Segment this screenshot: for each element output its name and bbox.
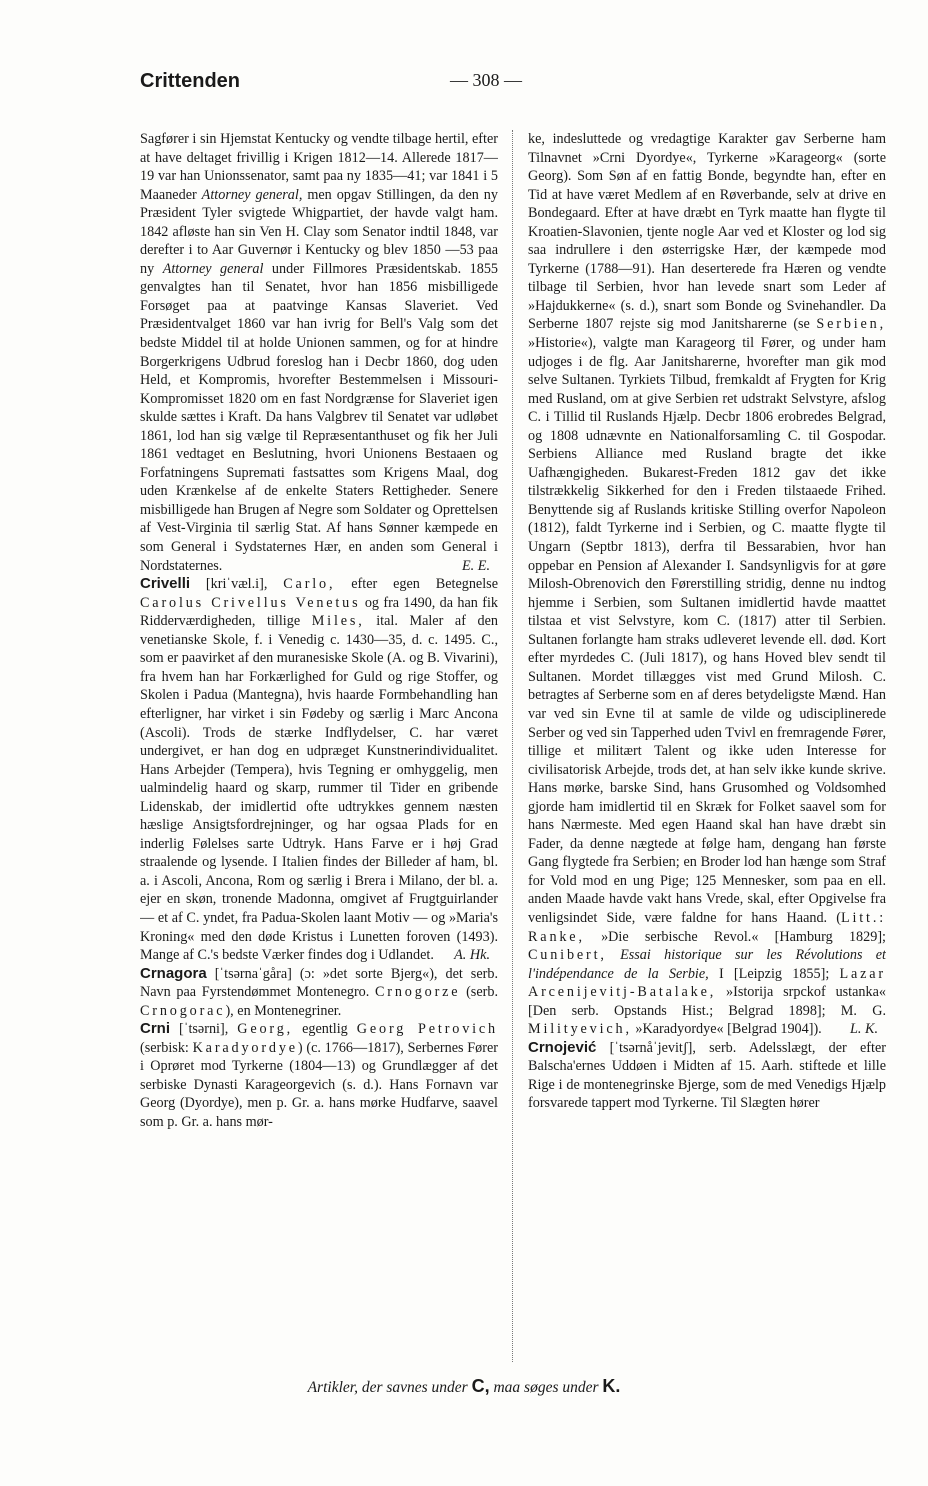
spaced-name: Karadyordye [192, 1039, 298, 1056]
headword: Crivelli [140, 575, 191, 593]
headword: Crnagora [140, 964, 207, 982]
entry-text: under Fillmores Præsidentskab. 1855 genvalgtes han til Senatet, hvor han 1856 misbilligede Forsøget paa at paatvinge Kansas Slaveriet. Ved Præsidentvalget 1860 var han ivrig for Bell's Valg som det bedste Middel til at holde Unionen sammen, og for at hindre Borgerkrigens Udbrud foreslog han i Decbr 1860, dog uden Held, et Kompromis, hvorefter Bestemmelsen i Missouri-Kompromisset 1820 om en fast Nordgrænse for Slaveriet igen skulde sættes i Kraft. Da hans Valgbrev til Senatet var udløbet 1861, lod han sig vælge til Repræsentanthuset og fik her Juli 1861 vedtaget en Beslutning, hvori Unionens Bestaaen og Forfatningens Supremati fastsattes som Krigens Maal, dog uden Krænkelse af de enkelte Staters Rettigheder. Senere misbilligede han Brugen af Negre som Soldater og Oprettelsen af Vest-Virginia til særlig Stat. Af hans Sønner kæmpede en som General i Sydstaternes Hær, en anden som General i Nordstaternes. [140, 260, 498, 574]
left-column [140, 130, 498, 1362]
entry-text: efter egen Betegnelse [335, 576, 498, 593]
spaced-name: Crnogorac [140, 1002, 226, 1019]
entry-crivelli [140, 575, 498, 964]
spaced-name: Milityevich, [528, 1021, 632, 1038]
footer-letter: K. [602, 1376, 621, 1396]
entry-text: [kriˈvæl.i], [190, 576, 284, 593]
entry-italic: Attorney general, [201, 186, 303, 203]
running-head: Crittenden [140, 70, 240, 92]
spaced-name: Georg Petrovich [356, 1021, 498, 1038]
entry-text: »Istorija srpckof ustanka« [Den serb. Opstands Hist.; Belgrad 1898]; M. G. [528, 984, 886, 1019]
entry-text: men opgav Stillingen, da den ny Præsident Tyler svigtede Whigpartiet, der havde valgt ham. 1842 afløste han sin Ven H. Clay som Senator indtil 1848, var derefter i to Aar Guvernør i Kentucky og blev 1850 —53 paa ny [140, 186, 498, 277]
spaced-name: Cunibert, [528, 947, 607, 964]
footer-text: maa søges under [489, 1379, 603, 1396]
entry-text: egentlig [293, 1021, 357, 1038]
page-footer-note [0, 1376, 928, 1397]
headword: Crnojević [528, 1038, 597, 1056]
footer-letter: C, [471, 1376, 490, 1396]
entry-crnagora [140, 965, 498, 1021]
entry-italic: Attorney general [162, 260, 264, 277]
spaced-name: Serbien, [816, 316, 886, 333]
text-columns [140, 130, 890, 1362]
right-column [528, 130, 886, 1362]
spaced-name: Crnogorze [374, 984, 461, 1001]
page-header [140, 70, 790, 100]
entry-text: ) (c. 1766—1817), Serbernes Fører i Oprøret mod Tyrkerne (1804—13) og Grundlægger af det serbiske Dynasti Karageorgevich (s. d.). Hans Fornavn var Georg (Dyordye), men p. Gr. a. hans mørke Hudfarve, saavel som p. Gr. a. hans mør- [140, 1039, 498, 1130]
entry-text: ke, indesluttede og vredagtige Karakter gav Serberne ham Tilnavnet »Crni Dyordye«, Tyrkerne »Karageorg« (sorte Georg). Som Søn af en fattig Bonde, begyndte han, efter en Tid at have været Medlem af en Røverbande, selv at drive en Bondegaard. Efter at have dræbt en Tyrk maatte han flygte til Kroatien-Slavonien, tjente nogle Aar ved et Kloster og lod sig saa indrullere i den østerrigske Hær, der kæmpede mod Tyrkerne (1788—91). Han deserterede fra Hæren og vendte tilbage til Serbien, hvor han levede snart som Leder af »Hajdukkerne« (s. d.), snart som Bonde og Svinehandler. Da Serberne 1807 rejste sig mod Janitsharerne (se [528, 131, 886, 333]
spaced-name: Carlo, [283, 576, 336, 593]
entry-text: ital. Maler af den venetianske Skole, f. i Venedig c. 1430—35, d. c. 1495. C., som er paavirket af den muranesiske Skole (A. og B. Vivarini), fra hvem han har Forkærlighed for Guld og rige Stoffer, og Skolen i Padua (Mantegna), hvis haarde Formbehandling han efterligner, har virket i sin Fødeby og særlig i Marc Ancona (Ascoli). Trods de stærke Indflydelser, C. har været undergivet, er han dog en udpræget Kunstnerindividualitet. Hans Arbejder (Tempera), hvis Tegning er omhyggelig, men ualmindelig haard og skarp, rummer til Tider en gribende Lidenskab, der imidlertid ofte udtrykkes gennem næsten hæslige Ansigtsfordrejninger, og har ogsaa Plads for en inderlig Følelses sarte Udtryk. Hans Farve er i høj Grad straalende og lysende. I Italien findes der Billeder af ham, bl. a. i Ascoli, Ancona, Rom og særlig i Brera i Milano, der bl. a. ejer en skøn, tronende Madonna, omgivet af Frugtguirlander — et af C. yndet, fra Padua-Skolen laant Motiv — og »Maria's Kroning« med den døde Kristus i Lunetten foroven (1493). Mange af C.'s bedste Værker findes dog i Udlandet. [140, 613, 498, 964]
entry-text: (serbisk: [140, 1039, 193, 1056]
spaced-name: Lazar Arcenijevitj-Batalake, [528, 965, 886, 1001]
entry-text: og fra 1490, da han fik Ridderværdigheden, tillige [140, 594, 498, 630]
entry-crnojevic [528, 1039, 886, 1113]
entry-crittenden-continued [140, 130, 498, 575]
entry-text: [ˈtsərnaˈgåra] (ɔ: »det sorte Bjerg«), det serb. Navn paa Fyrstendømmet Montenegro. [140, 965, 498, 1001]
entry-text: (serb. [460, 984, 498, 1001]
author-signature: A. Hk. [454, 947, 490, 964]
entry-text: »Historie«), valgte man Karageorg til Fører, og under ham udjoges i de flg. Aar Janitsharerne, hvorefter man gik mod selve Sultanen. Tyrkiets Tilbud, fremkaldt af Frygten for Krig med Rusland, om at give Serbien ret udstrakt Selvstyre, afslog C. i Tillid til Ruslands Hjælp. Decbr 1806 erobredes Belgrad, og 1808 udnævnte en Nationalforsamling C. til Gospodar. Serbiens Alliance med Rusland bragte det ikke Uafhængigheden. Bukarest-Freden 1812 gav det ikke tilstrækkelig Sikkerhed for den i Freden tilstaaede Frihed. Benyttende sig af Ruslands kritiske Stilling overfor Napoleon (1812), faldt Tyrkerne ind i Serbien, og C. maatte flygte til Ungarn (Septbr 1813), derfra til Bessarabien, hvor han oppebar en Pension af Alexander I. Sandsynligvis for at gøre Milosh-Obrenovich den Førerstilling stridig, denne nu indtog hjemme i Serbien, som Sultanen imidlertid havde maattet tilstaa et vist Selvstyre, kom C. (1817) atter til Serbien. Sultanen forlangte ham straks udleveret levende ell. død. Kort efter myrdedes C. (Juli 1817), og hans Hoved blev sendt til Sultanen. Mordet tillægges vist med Grund Milosh. C. betragtes af Serberne som en af deres betydeligste Mænd. Han var ved sin Evne til at samle de vilde og udisciplinerede Serber og ved sin Tapperhed uden Tvivl en fremragende Fører, tillige et militært Talent og ikke uden Interesse for civilisatorisk Arbejde, trods det, at han selv ikke kunde skrive. Hans mørke, barske Sind, hans Grusomhed og Voldsomhed gjorde ham imidlertid til en Skræk for Folket saavel som for hans Nærmeste. Med egen Haand skal han have dræbt sin Fader, da denne nægtede at følge ham, dengang han første Gang flygtede fra Serbien; en Broder lod han hænge som Straf for Vold mod en ung Pige; 125 Mennesker, som paa en ell. anden Maade havde vakt hans Vrede, skal, efter Opgivelse fra venligsindet Side, være faldne for hans Haand. ( [528, 335, 886, 926]
spaced-name: Carolus Crivellus Venetus [140, 594, 361, 611]
spaced-name: Litt.: Ranke, [528, 909, 886, 945]
footer-text: Artikler, der savnes under [307, 1379, 472, 1396]
entry-text: »Die serbische Revol.« [Hamburg 1829]; [584, 928, 886, 945]
author-signature: E. E. [462, 557, 490, 574]
entry-text: [ˈtsərnåˈjevitʃ], serb. Adelsslægt, der efter Balscha'ernes Uddøen i Midten af 15. Aarh. stiftede et lille Rige i de montenegrinske Bjerge, som de med Venedigs Hjælp forsvarede tappert mod Tyrkerne. Til Slægten hører [528, 1039, 886, 1112]
author-signature: L. K. [850, 1021, 878, 1038]
entry-text: [ˈtsərni], [170, 1021, 238, 1038]
entry-italic: Essai historique sur les Révolutions et l'indépendance de la Serbie, [528, 947, 886, 982]
spaced-name: Georg, [237, 1021, 294, 1038]
entry-text [607, 947, 620, 963]
entry-text: Sagfører i sin Hjemstat Kentucky og vendte tilbage hertil, efter at have deltaget frivillig i Krigen 1812—14. Allerede 1817—19 var han Unionssenator, samt paa ny 1835—41; var 1841 i 5 Maaneder [140, 131, 498, 203]
entry-crni [140, 1020, 498, 1131]
entry-text: »Karadyordye« [Belgrad 1904]). [631, 1021, 822, 1038]
page-number: — 308 — [450, 70, 522, 90]
spaced-name: Miles, [311, 613, 365, 630]
headword: Crni [140, 1020, 170, 1038]
entry-text: ), en Montenegriner. [225, 1002, 342, 1019]
column-divider [512, 130, 513, 1362]
entry-text: I [Leipzig 1855]; [708, 965, 840, 982]
entry-crni-continued [528, 130, 886, 1039]
